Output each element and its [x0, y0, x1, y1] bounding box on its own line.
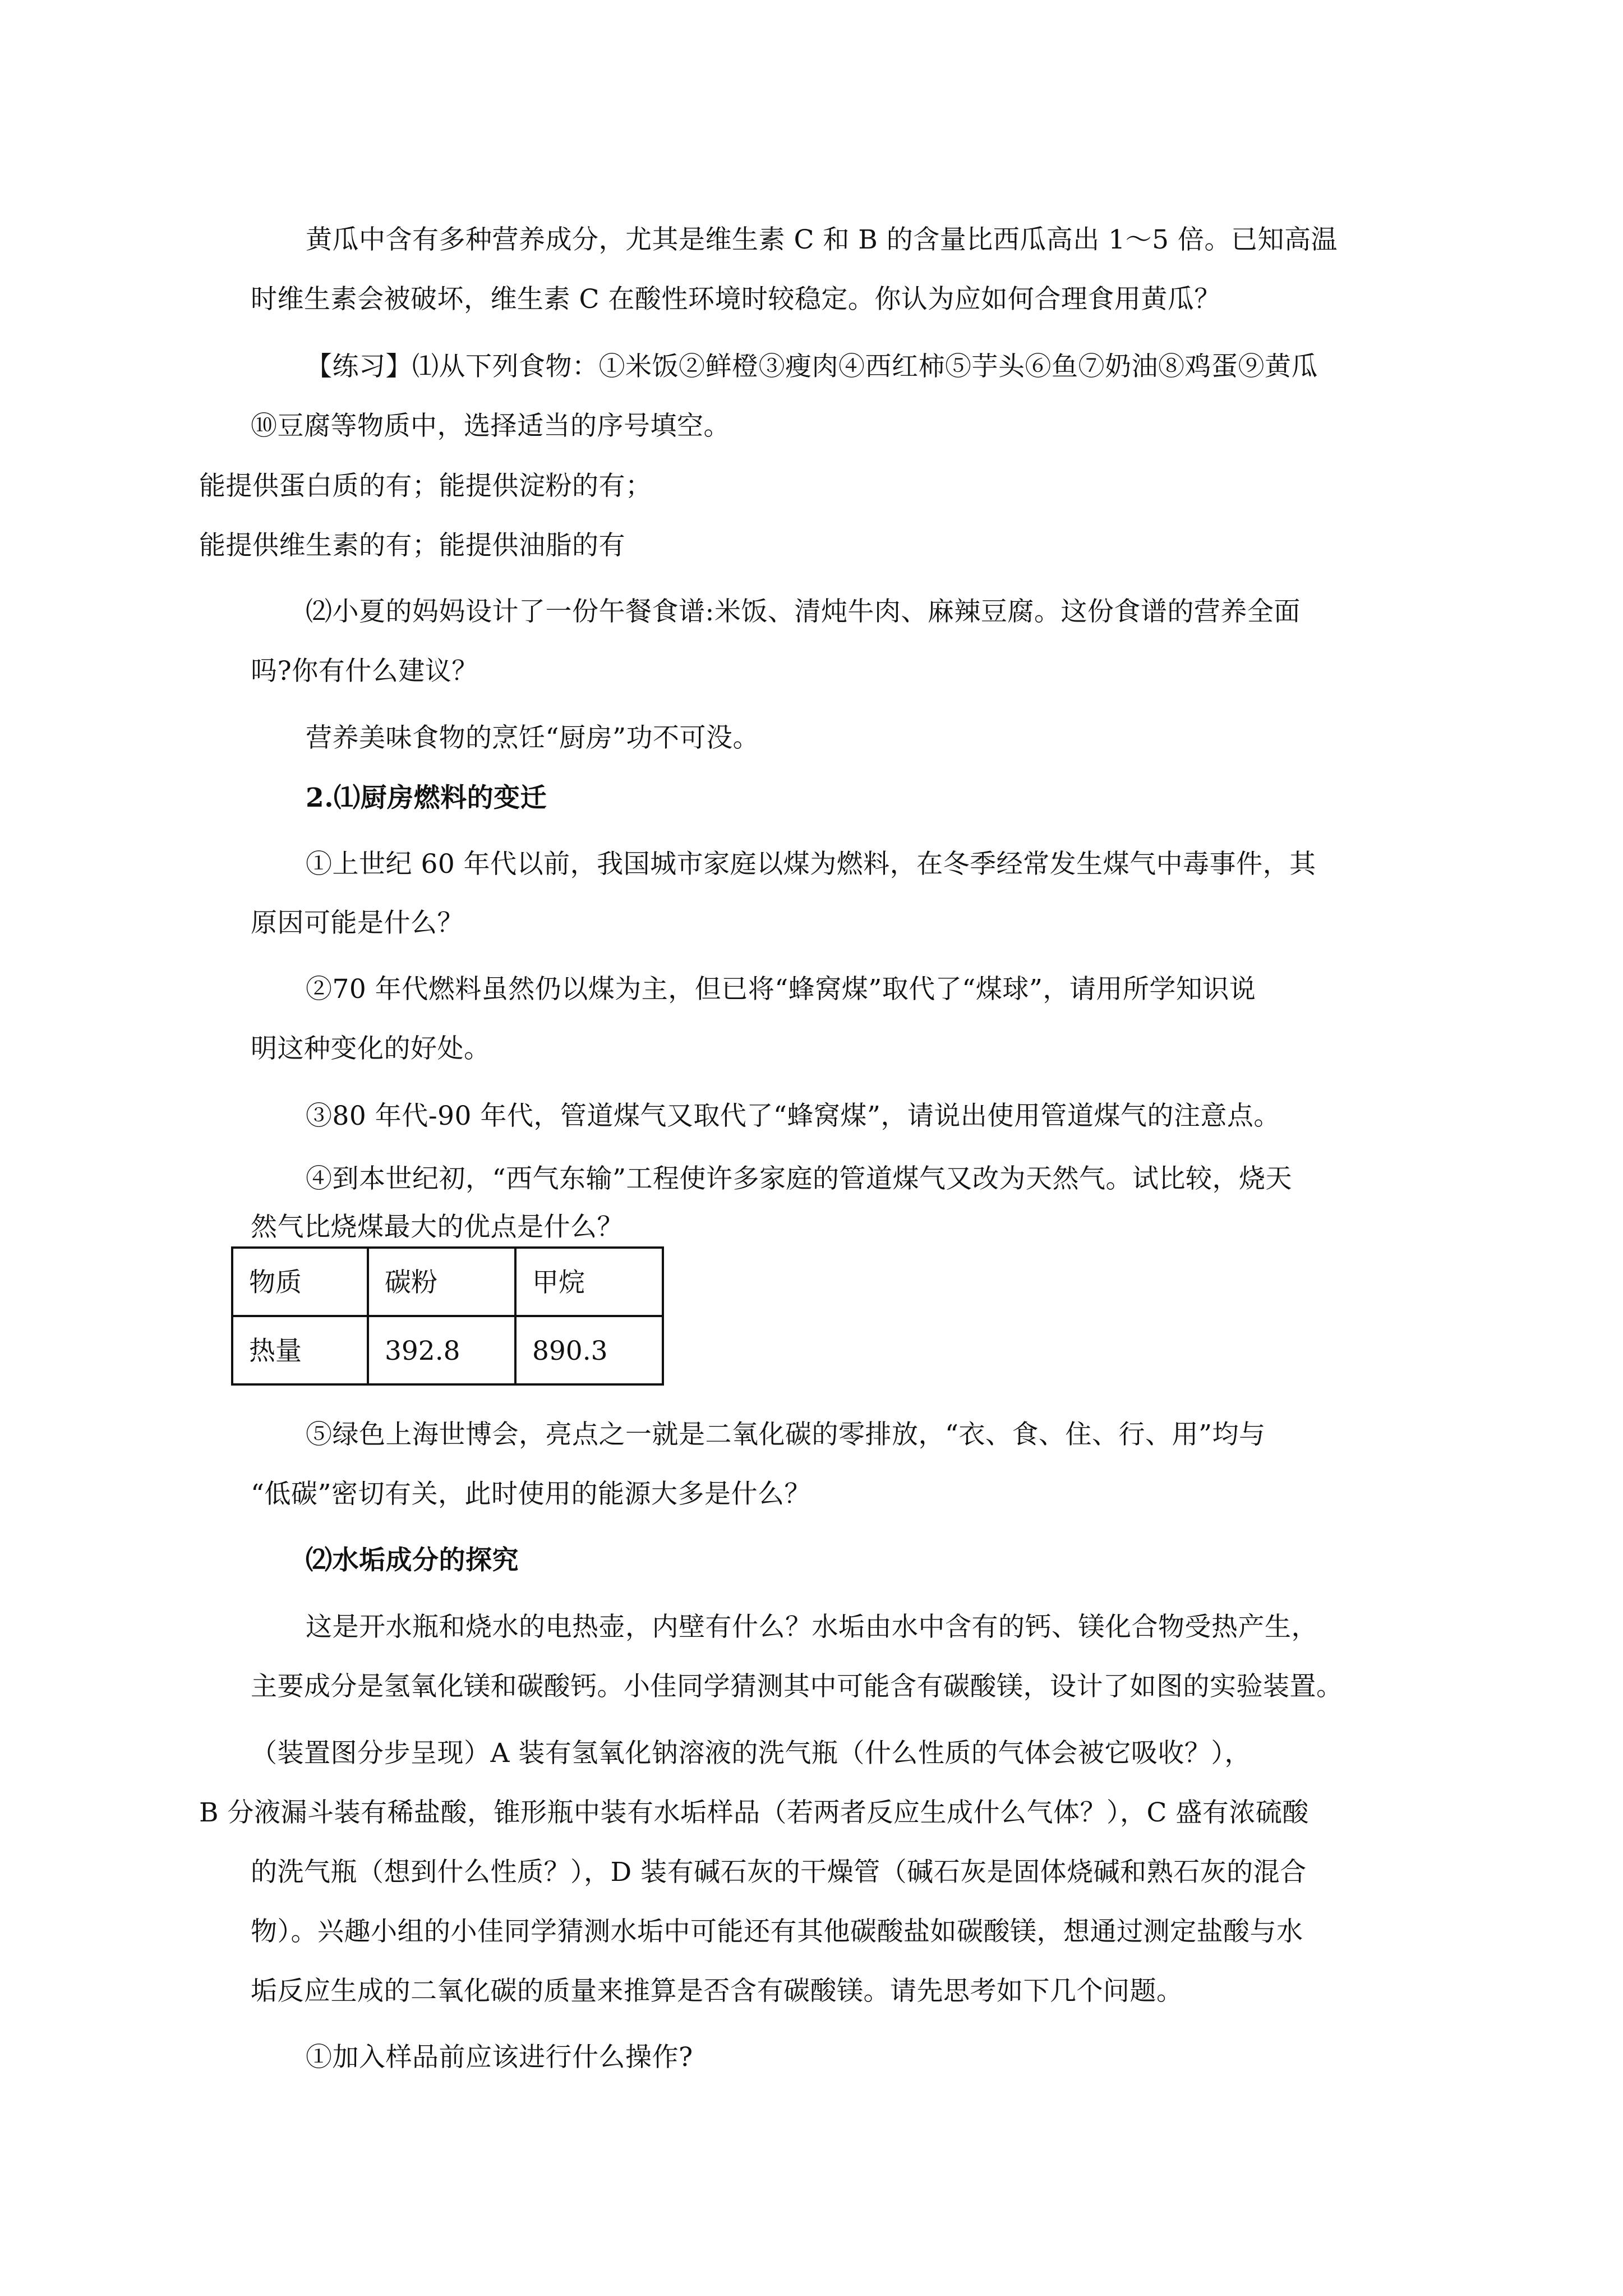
paragraph-line: ④到本世纪初，“西气东输”工程使许多家庭的管道煤气又改为天然气。试比较，烧天	[306, 1163, 1293, 1194]
heat-table	[231, 1246, 664, 1386]
paragraph-line: ③80 年代-90 年代，管道煤气又取代了“蜂窝煤”，请说出使用管道煤气的注意点。	[306, 1101, 1280, 1131]
paragraph-line: 原因可能是什么？	[251, 908, 464, 938]
table-cell: 392.8	[368, 1316, 515, 1384]
table-header-cell: 甲烷	[515, 1248, 663, 1316]
paragraph-line: ⑤绿色上海世博会，亮点之一就是二氧化碳的零排放，“衣、食、住、行、用”均与	[306, 1419, 1266, 1450]
paragraph-line: 的洗气瓶（想到什么性质？），D 装有碱石灰的干燥管（碱石灰是固体烧碱和熟石灰的混合	[251, 1857, 1307, 1888]
paragraph-line: ①加入样品前应该进行什么操作?	[306, 2042, 693, 2073]
paragraph-line: 主要成分是氢氧化镁和碳酸钙。小佳同学猜测其中可能含有碳酸镁，设计了如图的实验装置。	[251, 1671, 1343, 1702]
paragraph-line: 黄瓜中含有多种营养成分，尤其是维生素 C 和 B 的含量比西瓜高出 1～5 倍。已知高温	[306, 224, 1338, 255]
paragraph-line: 【练习】⑴从下列食物：①米饭②鲜橙③瘦肉④西红柿⑤芋头⑥鱼⑦奶油⑧鸡蛋⑨黄瓜	[306, 351, 1318, 382]
table-header-cell: 物质	[232, 1248, 368, 1316]
section-heading: 2.⑴厨房燃料的变迁	[306, 783, 547, 813]
table-row	[232, 1248, 663, 1316]
section-heading: ⑵水垢成分的探究	[306, 1545, 519, 1576]
paragraph-line: 物）。兴趣小组的小佳同学猜测水垢中可能还有其他碳酸盐如碳酸镁，想通过测定盐酸与水	[251, 1916, 1303, 1947]
paragraph-line: 垢反应生成的二氧化碳的质量来推算是否含有碳酸镁。请先思考如下几个问题。	[251, 1976, 1183, 2007]
paragraph-line: （装置图分步呈现）A 装有氢氧化钠溶液的洗气瓶（什么性质的气体会被它吸收？），	[251, 1738, 1251, 1769]
paragraph-line: ②70 年代燃料虽然仍以煤为主，但已将“蜂窝煤”取代了“煤球”，请用所学知识说	[306, 974, 1256, 1005]
paragraph-line: B 分液漏斗装有稀盐酸，锥形瓶中装有水垢样品（若两者反应生成什么气体？），C 盛有浓硫酸	[199, 1797, 1309, 1828]
paragraph-line: ①上世纪 60 年代以前，我国城市家庭以煤为燃料，在冬季经常发生煤气中毒事件，其	[306, 849, 1316, 880]
paragraph-line: 时维生素会被破坏，维生素 C 在酸性环境时较稳定。你认为应如何合理食用黄瓜？	[251, 284, 1221, 315]
paragraph-line: 能提供蛋白质的有；能提供淀粉的有；	[199, 471, 652, 501]
paragraph-line: 然气比烧煤最大的优点是什么？	[251, 1212, 624, 1243]
paragraph-line: 这是开水瓶和烧水的电热壶，内壁有什么？水垢由水中含有的钙、镁化合物受热产生，	[306, 1612, 1318, 1642]
table-header-cell: 碳粉	[368, 1248, 515, 1316]
paragraph-line: 明这种变化的好处。	[251, 1033, 491, 1064]
paragraph-line: ⑵小夏的妈妈设计了一份午餐食谱:米饭、清炖牛肉、麻辣豆腐。这份食谱的营养全面	[306, 596, 1301, 627]
paragraph-line: 营养美味食物的烹饪“厨房”功不可没。	[306, 723, 760, 753]
table-row	[232, 1316, 663, 1384]
paragraph-line: “低碳”密切有关，此时使用的能源大多是什么？	[251, 1479, 811, 1510]
paragraph-line: ⑩豆腐等物质中，选择适当的序号填空。	[251, 411, 730, 441]
table-cell: 890.3	[515, 1316, 663, 1384]
paragraph-line: 能提供维生素的有；能提供油脂的有	[199, 530, 625, 561]
table-cell: 热量	[232, 1316, 368, 1384]
paragraph-line: 吗?你有什么建议？	[251, 656, 478, 687]
